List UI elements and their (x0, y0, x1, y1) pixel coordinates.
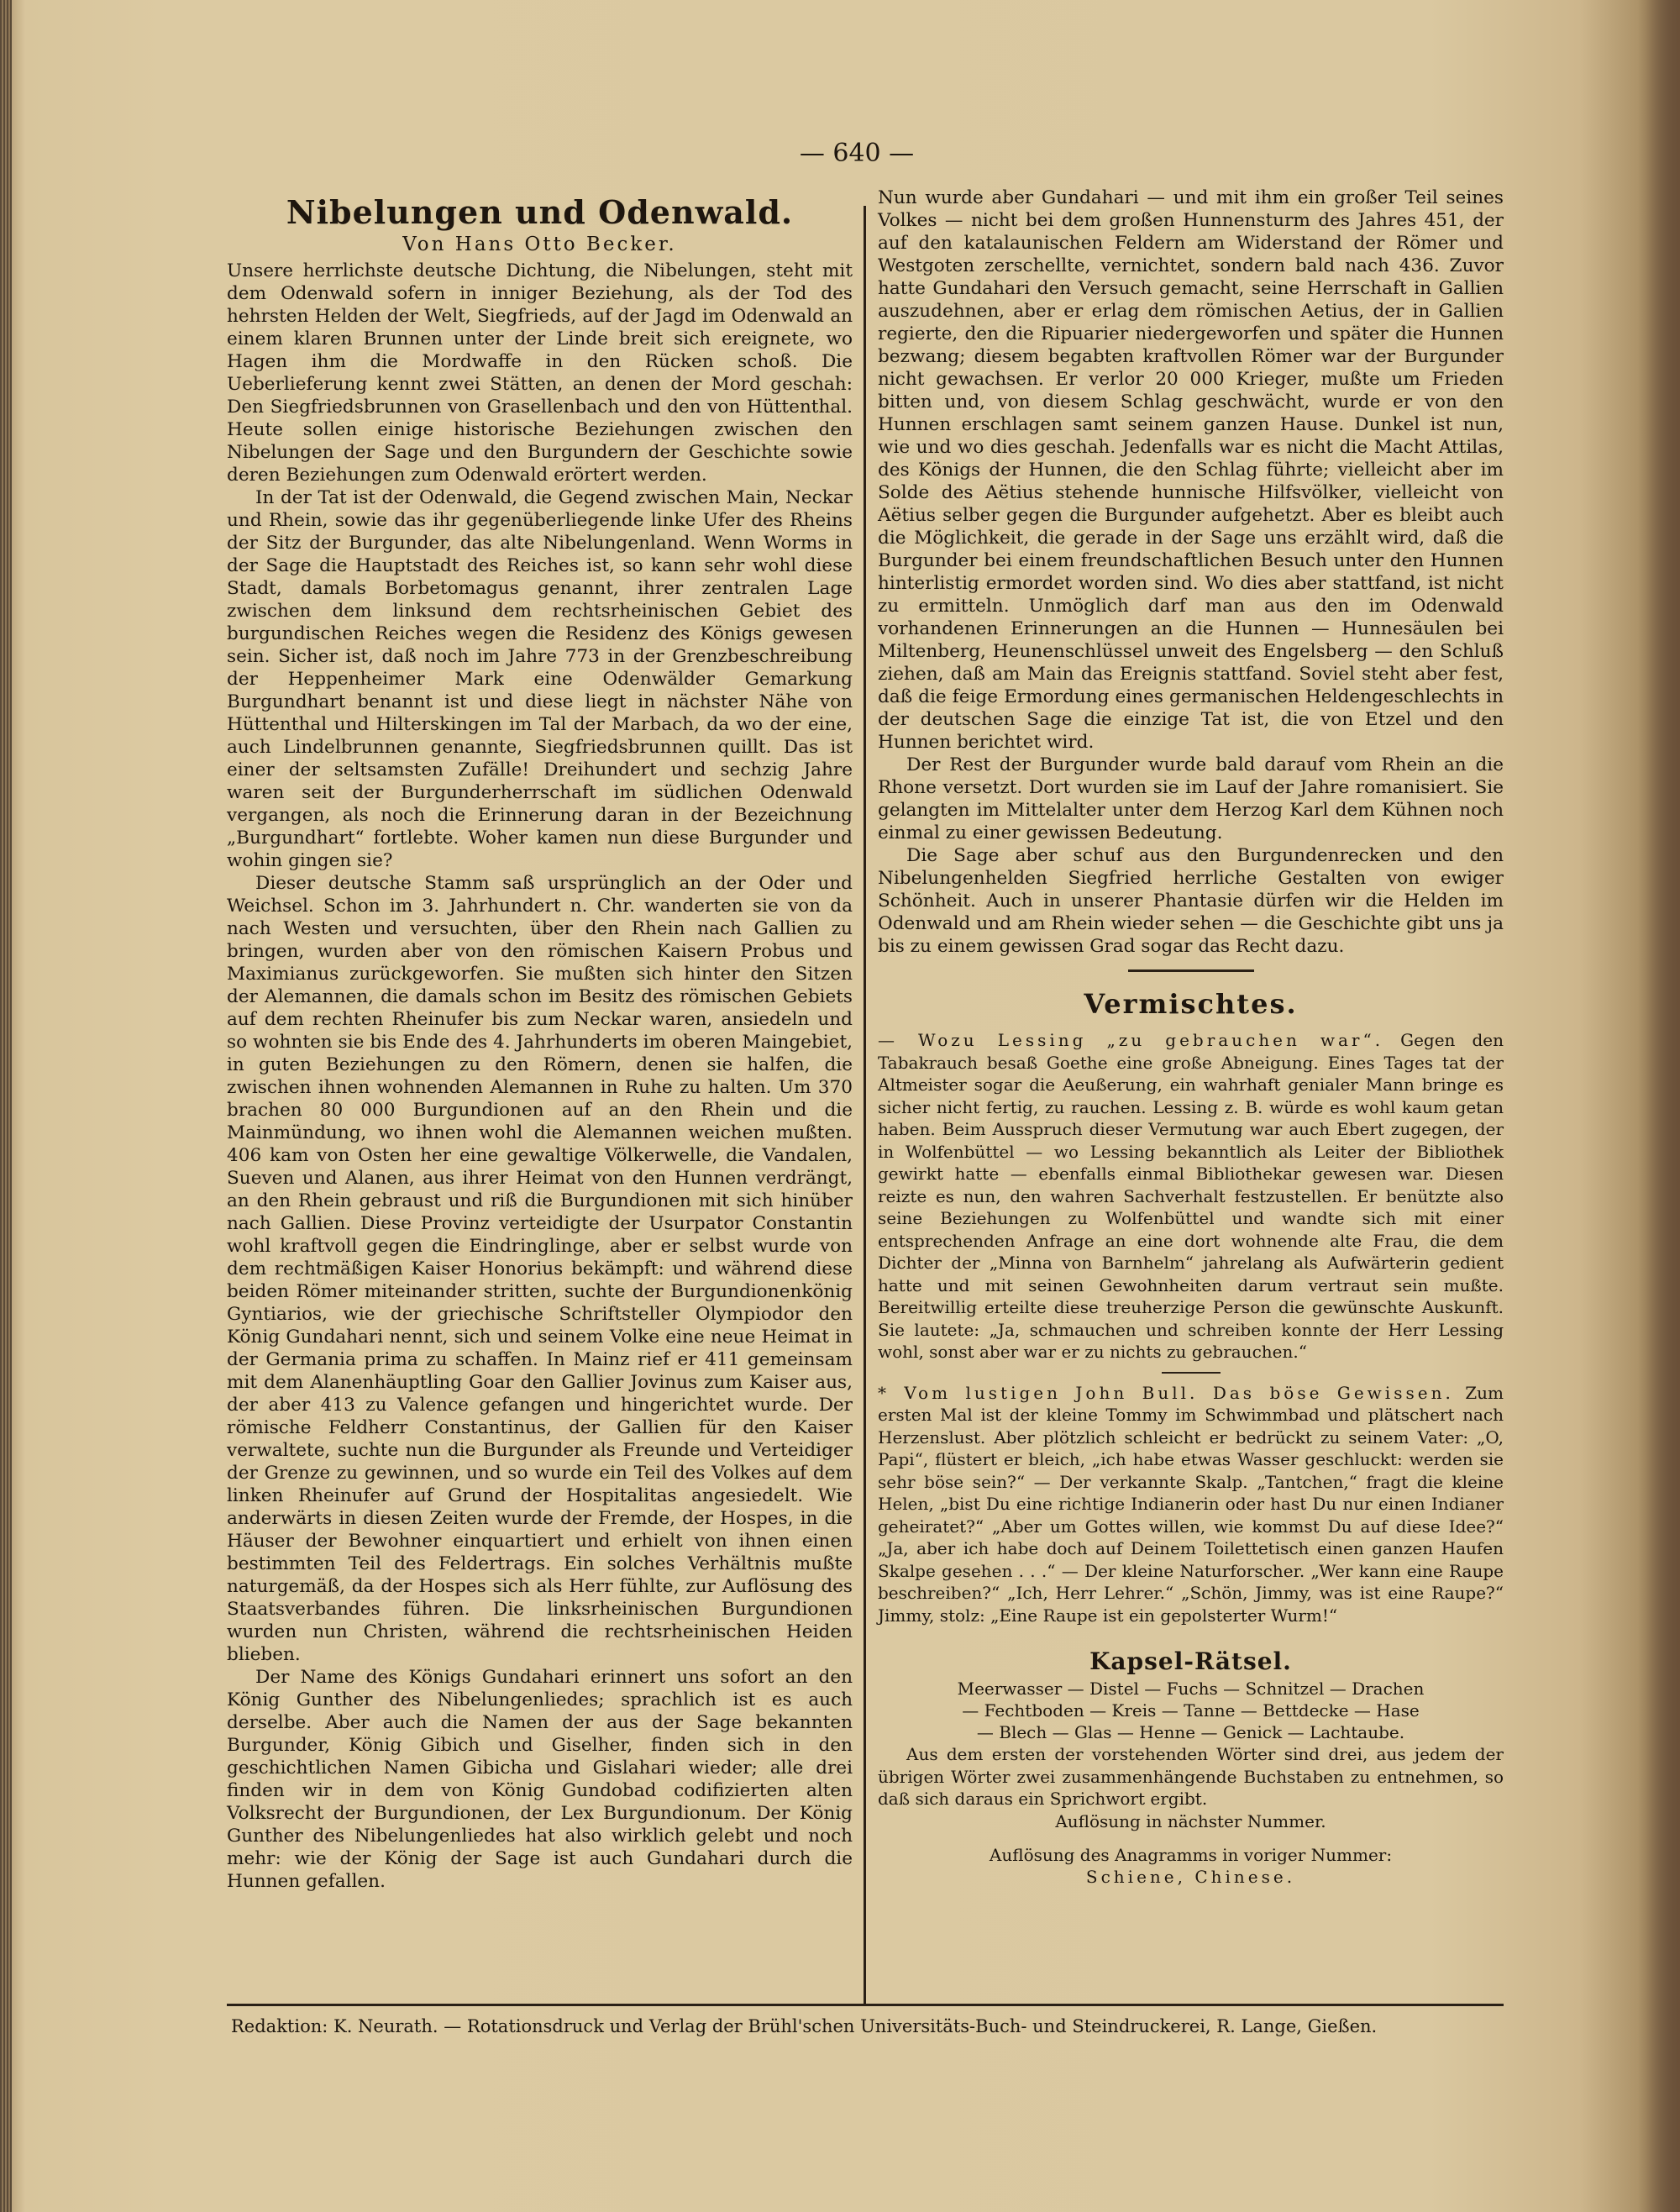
article-paragraph: Der Rest der Burgunder wurde bald darauf vom Rhein an die Rhone versetzt. Dort wurden sie im Lauf der Jahre romanisiert. Sie gelangten im Mittelalter unter dem Herzog Karl dem Kühnen noch einmal zu einer gewissen Bedeutung. (878, 754, 1504, 843)
riddle-instruction: Aus dem ersten der vorstehenden Wörter sind drei, aus jedem der übrigen Wörter zwei zusammenhängende Buchstaben zu entnehmen, so daß sich daraus ein Sprichwort ergibt. (878, 1744, 1504, 1809)
item-divider (1162, 1372, 1221, 1374)
riddle-line: — Blech — Glas — Henne — Genick — Lachtaube. (976, 1722, 1405, 1742)
riddle-title: Kapsel-Rätsel. (1089, 1647, 1292, 1675)
page-number: — 640 — (799, 139, 915, 168)
article-paragraph: Dieser deutsche Stamm saß ursprünglich an der Oder und Weichsel. Schon im 3. Jahrhundert n. Chr. wanderten sie von da nach Westen und versuchten, über den Rhein nach Gallien zu bringen, wurden aber von den römischen Kaisern Probus und Maximianus zurückgeworfen. Sie mußten sich hinter den Sitzen der Alemannen, die damals schon im Besitz des römischen Gebiets auf dem rechten Rheinufer bis zum Neckar waren, ansiedeln und so wohnten sie bis Ende des 4. Jahrhunderts im oberen Maingebiet, in guten Beziehungen zu den Römern, denen sie halfen, die zwischen ihnen wohnenden Alemannen in Ruhe zu halten. Um 370 brachen 80 000 Burgundionen auf an den Rhein und die Mainmündung, wo ihnen wohl die Alemannen weichen mußten. 406 kam von Osten her eine gewaltige Völkerwelle, die Vandalen, Sueven und Alanen, aus ihrer Heimat von den Hunnen verdrängt, an den Rhein gebraust und riß die Burgundionen mit sich hinüber nach Gallien. Diese Provinz verteidigte der Usurpator Constantin wohl kraftvoll gegen die Eindringlinge, aber er selbst wurde von dem rechtmäßigen Kaiser Honorius bekämpft: und während diese beiden Römer miteinander stritten, suchte der Burgundionenkönig Gyntiarios, wie der griechische Schriftsteller Olympiodor den König Gundahari nennt, sich und seinem Volke eine neue Heimat in der Germania prima zu schaffen. In Mainz rief er 411 gemeinsam mit dem Alanenhäuptling Goar den Gallier Jovinus zum Kaiser aus, der aber 413 zu Valence gefangen und hingerichtet wurde. Der römische Feldherr Constantinus, der Gallien für den Kaiser verwaltete, suchte nun die Burgunder als Freunde und Verteidiger der Grenze zu gewinnen, und so wurde ein Teil des Volkes auf dem linken Rheinufer auf Grund der Hospitalitas angesiedelt. Wie anderwärts in diesen Zeiten wurde der Fremde, der Hospes, in die Häuser der Bewohner einquartiert und erhielt von ihnen einen bestimmten Teil des Feldertrags. Ein solches Verhältnis mußte naturgemäß, da der Hospes sich als Herr fühlte, zur Auflösung des Staatsverbandes führen. Die linksrheinischen Burgundionen wurden nun Christen, während die rechtsrheinischen Heiden blieben. (227, 873, 853, 1665)
article-paragraph: Unsere herrlichste deutsche Dichtung, die Nibelungen, steht mit dem Odenwald sofern in inniger Beziehung, als der Tod des hehrsten Helden der Welt, Siegfrieds, auf der Jagd im Odenwald an einem klaren Brunnen unter der Linde breit sich ereignete, wo Hagen ihm die Mordwaffe in den Rücken schoß. Die Ueberlieferung kennt zwei Stätten, an denen der Mord geschah: Den Siegfriedsbrunnen von Grasellenbach und den von Hüttenthal. Heute sollen einige historische Beziehungen zwischen den Nibelungen der Sage und den Burgundern der Geschichte sowie deren Beziehungen zum Odenwald erörtert werden. (227, 260, 853, 486)
misc-item-lessing (878, 1029, 1504, 1363)
footer-rule (227, 2004, 1504, 2006)
misc-item-lead: * Vom lustigen John Bull. Das böse Gewissen. (878, 1382, 1454, 1403)
article-title: Nibelungen und Odenwald. (286, 193, 794, 231)
misc-item-lead: — Wozu Lessing „zu gebrauchen war“. (878, 1030, 1384, 1050)
section-divider (1128, 969, 1254, 972)
left-column (227, 193, 853, 1893)
misc-item-john-bull (878, 1382, 1504, 1627)
article-paragraph: Die Sage aber schuf aus den Burgundenrecken und den Nibelungenhelden Siegfried herrliche Gestalten von ewiger Schönheit. Auch in unserer Phantasie dürfen wir die Helden im Odenwald und am Rhein wieder sehen — die Geschichte gibt uns ja bis zu einem gewissen Grad sogar das Recht dazu. (878, 845, 1504, 957)
article-paragraph: Nun wurde aber Gundahari — und mit ihm ein großer Teil seines Volkes — nicht bei dem großen Hunnensturm des Jahres 451, der auf den katalaunischen Feldern am Widerstand der Römer und Westgoten zerschellte, vernichtet, sondern bald nach 436. Zuvor hatte Gundahari den Versuch gemacht, seine Herrschaft in Gallien auszudehnen, aber er erlag dem römischen Aetius, der in Gallien regierte, den die Ripuarier niedergeworfen und später die Hunnen bezwang; diesem begabten kraftvollen Römer war der Burgunder nicht gewachsen. Er verlor 20 000 Krieger, mußte um Frieden bitten und, von diesem Schlag geschwächt, wurde er von den Hunnen erschlagen samt seinem ganzen Hause. Dunkel ist nun, wie und wo dies geschah. Jedenfalls war es nicht die Macht Attilas, des Königs der Hunnen, die den Schlag führte; vielleicht aber im Solde des Aëtius stehende hunnische Hilfsvölker, vielleicht von Aëtius selber gegen die Burgunder aufgehetzt. Aber es bleibt auch die Möglichkeit, die gerade in der Sage uns erzählt wird, daß die Burgunder bei einem freundschaftlichen Besuch unter den Hunnen hinterlistig ermordet worden sind. Wo dies aber stattfand, ist nicht zu ermitteln. Unmöglich darf man aus den im Odenwald vorhandenen Erinnerungen an die Hunnen — Hunnesäulen bei Miltenberg, Heunenschlüssel unweit des Engelsberg — den Schluß ziehen, daß am Main das Ereignis stattfand. Soviel steht aber fest, daß die feige Ermordung eines germanischen Heldengeschlechts in der deutschen Sage die einzige Tat ist, die von Etzel und den Hunnen berichtet wird. (878, 187, 1504, 753)
right-column (878, 187, 1504, 1888)
article-paragraph: Der Name des Königs Gundahari erinnert uns sofort an den König Gunther des Nibelungenliedes; sprachlich ist es auch derselbe. Aber auch die Namen der aus der Sage bekannten Burgunder, König Gibich und Giselher, finden sich in den geschichtlichen Namen Gibicha und Gislahari wieder; alle drei finden wir in dem von König Gundobad codifizierten alten Volksrecht der Burgundionen, der Lex Burgundionum. Der König Gunther des Nibelungenliedes hat also wirklich gelebt und noch mehr: wie der König der Sage ist auch Gundahari durch die Hunnen gefallen. (227, 1667, 853, 1892)
anagram-answer: Schiene, Chinese. (1085, 1866, 1296, 1887)
riddle-line: Meerwasser — Distel — Fuchs — Schnitzel — Drachen (957, 1679, 1425, 1699)
anagram-label: Auflösung des Anagramms in voriger Nummer: (989, 1844, 1393, 1865)
misc-section-title: Vermischtes. (1084, 988, 1298, 1020)
column-divider (864, 206, 866, 2004)
article-paragraph: In der Tat ist der Odenwald, die Gegend zwischen Main, Neckar und Rhein, sowie das ihr gegenüberliegende linke Ufer des Rheins der Sitz der Burgunder, das alte Nibelungenland. Wenn Worms in der Sage die Hauptstadt des Reiches ist, so kann sehr wohl diese Stadt, damals Borbetomagus genannt, ihrer zentralen Lage zwischen dem linksund dem rechtsrheinischen Gebiet des burgundischen Reiches wegen die Residenz des Königs gewesen sein. Sicher ist, daß noch im Jahre 773 in der Grenzbeschreibung der Heppenheimer Mark eine Odenwälder Gemarkung Burgundhart benannt ist und diese liegt in nächster Nähe von Hüttenthal und Hilterskingen im Tal der Marbach, da wo der eine, auch Lindelbrunnen genannte, Siegfriedsbrunnen quillt. Das ist einer der seltsamsten Zufälle! Dreihundert und sechzig Jahre waren seit der Burgunderherrschaft im südlichen Odenwald vergangen, als noch die Erinnerung daran in der Bezeichnung „Burgundhart“ fortlebte. Woher kamen nun diese Burgunder und wohin gingen sie? (227, 487, 853, 871)
book-gutter (0, 0, 12, 2212)
misc-item-text: Zum ersten Mal ist der kleine Tommy im Schwimmbad und plätschert nach Herzenslust. Aber plötzlich schleicht er bedrückt zu seinem Vater: „O, Papi“, flüstert er bleich, „ich habe etwas Wasser geschluckt: werden sie sehr böse sein?“ — Der verkannte Skalp. „Tantchen,“ fragt die kleine Helen, „bist Du eine richtige Indianerin oder hast Du nur einen Indianer geheiratet?“ „Aber um Gottes willen, wie kommst Du auf diese Idee?“ „Ja, aber ich habe doch auf Deinem Toilettetisch einen ganzen Haufen Skalpe gesehen . . .“ — Der kleine Naturforscher. „Wer kann eine Raupe beschreiben?“ „Ich, Herr Lehrer.“ „Schön, Jimmy, was ist eine Raupe?“ Jimmy, stolz: „Eine Raupe ist ein gepolsterter Wurm!“ (878, 1382, 1504, 1626)
page-edge-shadow (1638, 0, 1680, 2212)
riddle-line: — Fechtboden — Kreis — Tanne — Bettdecke — Hase (962, 1700, 1420, 1721)
article-byline: Von Hans Otto Becker. (402, 234, 677, 255)
misc-item-text: Gegen den Tabakrauch besaß Goethe eine große Abneigung. Eines Tages tat der Altmeister sogar die Aeußerung, ein wahrhaft genialer Mann bringe es sicher nicht fertig, zu rauchen. Lessing z. B. würde es wohl kaum getan haben. Beim Ausspruch dieser Vermutung war auch Ebert zugegen, der in Wolfenbüttel — wo Lessing bekanntlich als Leiter der Bibliothek gewirkt hatte — ebenfalls einmal Bibliothekar gewesen war. Diesen reizte es nun, den wahren Sachverhalt festzustellen. Er benützte also seine Beziehungen zu Wolfenbüttel und wandte sich mit einer entsprechenden Anfrage an eine dort wohnende alte Frau, die dem Dichter der „Minna von Barnhelm“ jahrelang als Aufwärterin gedient hatte und mit seinen Gewohnheiten darum vertraut sein mußte. Bereitwillig erteilte diese treuherzige Person die gewünschte Auskunft. Sie lautete: „Ja, schmauchen und schreiben konnte der Herr Lessing wohl, sonst aber war er zu nichts zu gebrauchen.“ (878, 1030, 1504, 1362)
imprint-footer: Redaktion: K. Neurath. — Rotationsdruck und Verlag der Brühl'schen Universitäts-Buch- und Steindruckerei, R. Lange, Gießen. (231, 2016, 1378, 2036)
riddle-solution-note: Auflösung in nächster Nummer. (1055, 1810, 1326, 1831)
